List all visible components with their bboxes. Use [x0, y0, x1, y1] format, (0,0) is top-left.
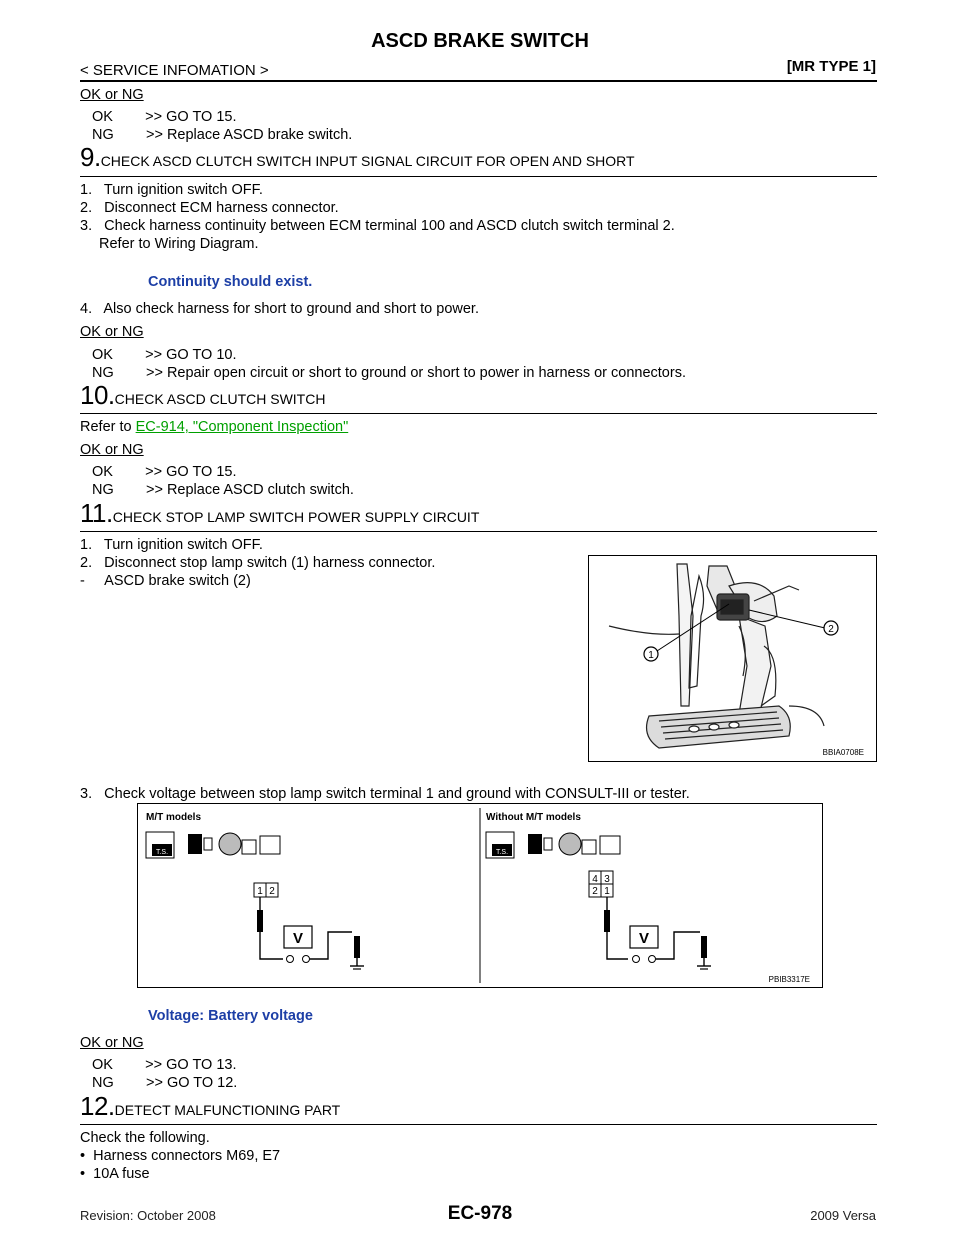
step-line: 3. Check harness continuity between ECM terminal 100 and ASCD clutch switch terminal 2. — [80, 218, 675, 234]
ok-result: OK >> GO TO 15. — [92, 109, 237, 125]
without-mt-models-label: Without M/T models — [486, 812, 581, 823]
tool-icons-right — [486, 832, 620, 858]
step-line: 3. Check voltage between stop lamp switch terminal 1 and ground with CONSULT-III or tester. — [80, 786, 690, 802]
ts-label: T.S. — [155, 849, 169, 856]
step-number: 11. — [80, 498, 113, 528]
step-line: Check the following. — [80, 1130, 210, 1146]
voltage-check-diagram — [138, 804, 822, 987]
pin-label: 4 — [592, 874, 598, 885]
ng-result: NG >> GO TO 12. — [92, 1075, 238, 1091]
okng-label: OK or NG — [80, 1035, 144, 1051]
pin-label: 2 — [592, 886, 598, 897]
ng-result: NG >> Repair open circuit or short to ground or short to power in harness or connectors. — [92, 365, 686, 381]
page-title: ASCD BRAKE SWITCH — [371, 30, 589, 52]
okng-label: OK or NG — [80, 324, 144, 340]
pin-label: 1 — [257, 886, 263, 897]
step-number: 9. — [80, 142, 101, 172]
step-line: - ASCD brake switch (2) — [80, 573, 251, 589]
pin-label: 1 — [604, 886, 610, 897]
ok-result: OK >> GO TO 15. — [92, 464, 237, 480]
step-line: 1. Turn ignition switch OFF. — [80, 537, 263, 553]
refer-line — [80, 418, 348, 436]
pedal-illustration — [589, 556, 876, 761]
step-line: 2. Disconnect ECM harness connector. — [80, 200, 339, 216]
step-11-heading — [80, 498, 479, 529]
spec-text: Continuity should exist. — [148, 274, 313, 290]
step-number: 10. — [80, 380, 115, 410]
step-title: CHECK STOP LAMP SWITCH POWER SUPPLY CIRCUIT — [112, 509, 480, 525]
component-inspection-link[interactable]: EC-914, "Component Inspection" — [135, 419, 349, 435]
step-rule — [80, 176, 877, 177]
callout-2: 2 — [828, 624, 834, 635]
ng-result: NG >> Replace ASCD brake switch. — [92, 127, 353, 143]
step-rule — [80, 1124, 877, 1125]
spec-text: Voltage: Battery voltage — [148, 1008, 313, 1024]
page-number: EC-978 — [447, 1203, 513, 1224]
ok-result: OK >> GO TO 13. — [92, 1057, 237, 1073]
pin-label: 3 — [604, 874, 610, 885]
step-rule — [80, 413, 877, 414]
pin-label: 2 — [269, 886, 275, 897]
bullet-item: • 10A fuse — [80, 1166, 150, 1182]
voltage-check-figure — [137, 803, 823, 988]
tool-icons-left — [146, 832, 280, 858]
section-label: < SERVICE INFOMATION > — [80, 62, 269, 79]
step-title: DETECT MALFUNCTIONING PART — [114, 1102, 341, 1118]
ok-result: OK >> GO TO 10. — [92, 347, 237, 363]
callout-1: 1 — [648, 650, 654, 661]
step-9-heading — [80, 142, 635, 173]
figure-code: BBIA0708E — [822, 748, 864, 757]
figure-code: PBIB3317E — [768, 975, 810, 984]
ts-label: T.S. — [495, 849, 509, 856]
vehicle-model: 2009 Versa — [810, 1208, 876, 1223]
step-line: 2. Disconnect stop lamp switch (1) harness connector. — [80, 555, 436, 571]
okng-label: OK or NG — [80, 442, 144, 458]
voltmeter-label: V — [292, 930, 304, 947]
step-line: Refer to Wiring Diagram. — [99, 236, 259, 252]
step-12-heading — [80, 1091, 340, 1122]
step-line: 1. Turn ignition switch OFF. — [80, 182, 263, 198]
okng-label: OK or NG — [80, 87, 144, 103]
ng-result: NG >> Replace ASCD clutch switch. — [92, 482, 354, 498]
step-title: CHECK ASCD CLUTCH SWITCH — [114, 391, 326, 407]
revision-date: Revision: October 2008 — [80, 1208, 216, 1223]
step-title: CHECK ASCD CLUTCH SWITCH INPUT SIGNAL CIRCUIT FOR OPEN AND SHORT — [100, 153, 635, 169]
voltmeter-label: V — [638, 930, 650, 947]
refer-text: Refer to — [80, 419, 136, 435]
mt-models-label: M/T models — [146, 812, 202, 823]
step-10-heading — [80, 380, 325, 411]
step-number: 12. — [80, 1091, 115, 1121]
step-line: 4. Also check harness for short to ground and short to power. — [80, 301, 479, 317]
model-type-label: [MR TYPE 1] — [786, 58, 876, 75]
step-rule — [80, 531, 877, 532]
bullet-item: • Harness connectors M69, E7 — [80, 1148, 281, 1164]
brake-pedal-figure — [588, 555, 877, 762]
header-rule — [80, 80, 877, 82]
